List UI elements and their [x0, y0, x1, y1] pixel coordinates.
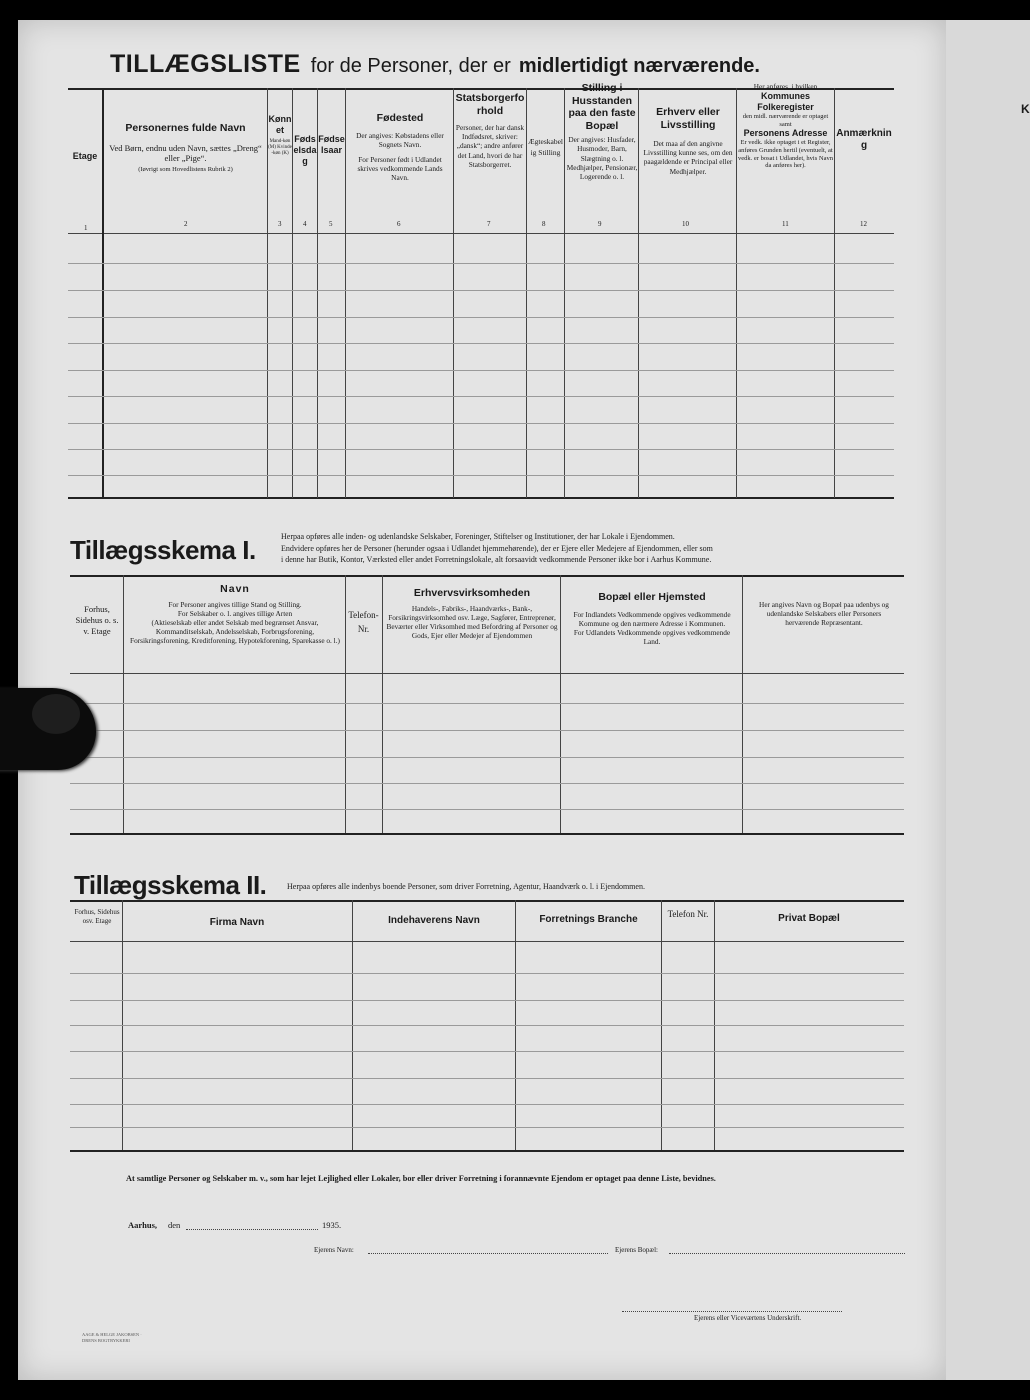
col-household	[566, 82, 638, 181]
col-number: 11	[782, 220, 789, 228]
skema1-col-residence	[566, 591, 738, 646]
col-register-pre: Her anføres, i hvilken	[753, 82, 818, 91]
skema1-col-representative: Her angives Navn og Bopæl paa udenbys og udenlandske Selskabers eller Personers herværende Repræsentant.	[759, 600, 889, 628]
main-row-rule	[68, 475, 894, 476]
skema1-row-rule	[70, 757, 904, 758]
skema1-col-floor: Forhus, Sidehus o. s. v. Etage	[75, 604, 119, 637]
skema1-col-name	[128, 583, 342, 645]
skema2-row-rule	[70, 1104, 904, 1105]
attestation: At samtlige Personer og Selskaber m. v., som har lejet Lejlighed eller Lokaler, bor eller driver Forretning i forannævnte Ejendom er optaget paa denne Liste, bevidnes.	[126, 1174, 716, 1183]
date-line[interactable]	[186, 1229, 318, 1230]
col-sex	[268, 114, 292, 157]
owner-address-label: Ejerens Bopæl:	[615, 1246, 658, 1254]
skema1-intro-line: Herpaa opføres alle inden- og udenlandske Selskaber, Foreninger, Stiftelser og Institutioner, der har Lokale i Ejendommen.	[281, 532, 675, 541]
col-number: 9	[598, 220, 602, 228]
skema1-col-business	[386, 587, 558, 640]
main-col-line	[453, 88, 454, 498]
skema1-row-rule	[70, 703, 904, 704]
col-remarks-head: Anmærkning	[836, 128, 892, 151]
main-row-rule	[68, 343, 894, 344]
col-register	[737, 82, 834, 170]
col-citizenship-head: Statsborgerforhold	[455, 92, 525, 117]
col-number: 12	[860, 220, 867, 228]
skema1-col-business-sub: Handels-, Fabriks-, Haandværks-, Bank-, Forsikringsvirksomhed osv. Læge, Sagfører, Entreprenør, Beværter eller Virksomhed med Befordring af Personer og Gods, Ejer eller Medejer af Ejendommen	[386, 603, 558, 640]
title-bold2: midlertidigt nærværende.	[518, 55, 760, 77]
form-sheet	[18, 20, 946, 1380]
col-number: 7	[487, 220, 491, 228]
skema2-col-branch: Forretnings Branche	[539, 914, 638, 925]
main-col-line	[564, 88, 565, 498]
date-label: den	[168, 1220, 181, 1230]
col-number: 10	[682, 220, 689, 228]
skema1-table-top	[70, 575, 904, 577]
skema2-row-rule	[70, 1127, 904, 1128]
owner-name-line[interactable]	[368, 1253, 608, 1254]
owner-address-line[interactable]	[669, 1253, 905, 1254]
main-row-rule	[68, 370, 894, 371]
main-row-rule	[68, 290, 894, 291]
skema2-col-floor: Forhus, Sidehus osv. Etage	[74, 908, 120, 925]
skema1-col-residence-sub: For Indlandets Vedkommende opgives vedkommende Kommune og den nærmere Adresse i Kommunen.	[573, 609, 731, 628]
main-row-rule	[68, 263, 894, 264]
skema2-col-owner: Indehaverens Navn	[388, 915, 480, 926]
adjacent-page-mark: K	[1021, 102, 1030, 116]
col-name	[108, 122, 263, 173]
skema1-table-bottom	[70, 833, 904, 835]
skema1-col-line	[742, 575, 743, 833]
main-title	[110, 50, 930, 79]
skema1-col-phone: Telefon-Nr.	[348, 610, 379, 635]
main-table-bottom	[68, 497, 894, 499]
skema2-col-phone: Telefon Nr.	[667, 909, 709, 919]
signature-line[interactable]	[622, 1311, 842, 1312]
title-bold: TILLÆGSLISTE	[110, 50, 301, 78]
skema1-row-rule	[70, 783, 904, 784]
col-household-head: Stilling i Husstanden paa den faste Bopæl	[568, 82, 636, 132]
col-register-sub: Er vedk. ikke optaget i et Register, anføres Grunden hertil (eventuelt, at vedk. er bosat i Udlandet, hvis Navn da anføres her).	[738, 139, 833, 170]
col-register-head2: Personens Adresse	[743, 128, 828, 139]
main-col-line	[102, 88, 104, 498]
skema2-col-firm: Firma Navn	[209, 917, 265, 928]
col-birthday-head: Fødselsdag	[293, 134, 317, 166]
col-birthplace-sub: Der angives: Købstadens eller Sognets Navn.	[356, 130, 444, 149]
skema1-col-name-sub: (Aktieselskab eller andet Selskab med begrænset Ansvar, Kommanditselskab, Andelsselskab, Forbrugsforening, Forsikringsforening, Kreditforening, Hypotekforening, Sparekasse o. l.)	[130, 617, 340, 646]
skema2-row-rule	[70, 1051, 904, 1052]
skema1-col-residence-head: Bopæl eller Hjemsted	[598, 591, 706, 603]
main-row-rule	[68, 449, 894, 450]
main-row-rule	[68, 396, 894, 397]
col-register-head: Kommunes Folkeregister	[757, 91, 814, 112]
col-birthplace-sub2: For Personer født i Udlandet skrives vedkommende Lands Navn.	[357, 154, 443, 183]
col-number: 5	[329, 220, 333, 228]
main-table-header-bottom	[68, 233, 894, 234]
col-number: 4	[303, 220, 307, 228]
skema2-row-rule	[70, 1025, 904, 1026]
col-number: 8	[542, 220, 546, 228]
col-etage-head: Etage	[72, 151, 98, 161]
skema1-col-line	[345, 575, 346, 833]
place: Aarhus,	[128, 1220, 158, 1230]
col-household-sub: Der angives: Husfader, Husmoder, Barn, Slægtning o. l. Medhjælper, Pensionær, Logerende o. l.	[566, 135, 638, 181]
skema2-table-top	[70, 900, 904, 902]
col-citizenship-sub: Personer, der har dansk Indfødsret, skriver: „dansk“; andre anfører det Land, hvori de har Statsborgerret.	[455, 123, 525, 169]
skema1-intro-line: Endvidere opføres her de Personer (herunder ogsaa i Udlandet hjemmehørende), der er Ejere eller Medejere af Ejendommen, eller som	[281, 543, 713, 553]
skema1-col-line	[560, 575, 561, 833]
col-number: 3	[278, 220, 282, 228]
col-birthplace	[348, 112, 452, 182]
skema1-col-name-sub: For Selskaber o. l. angives tillige Arten	[177, 608, 293, 618]
main-row-rule	[68, 317, 894, 318]
skema1-title: Tillægsskema I.	[70, 535, 256, 565]
skema2-title: Tillægsskema II.	[74, 870, 267, 900]
col-citizenship	[455, 92, 525, 169]
col-sex-head: Kønnet	[268, 114, 292, 135]
col-number: 1	[84, 224, 88, 232]
col-name-sub: Ved Børn, endnu uden Navn, sættes „Dreng“ eller „Pige“.	[109, 142, 262, 164]
printer-imprint: AAGE & HELGE JAKOBSEN · DRENS BOGTRYKKERI	[82, 1332, 142, 1343]
owner-name-label: Ejerens Navn:	[314, 1246, 354, 1254]
skema1-intro-line: i denne har Butik, Kontor, Værksted eller andet Forretningslokale, alt forsaavidt vedkommende Personer ikke bor i Aarhus Kommune.	[281, 555, 712, 565]
skema1-row-rule	[70, 809, 904, 810]
year: 1935.	[322, 1220, 342, 1230]
skema2-row-rule	[70, 1078, 904, 1079]
skema2-col-home: Privat Bopæl	[778, 913, 840, 924]
col-register-mid: den midl. nærværende er optaget samt	[742, 112, 829, 128]
title-rest: for de Personer, der er	[310, 55, 511, 77]
col-marital-head: Ægteskabelig Stilling	[528, 137, 563, 158]
main-row-rule	[68, 423, 894, 424]
skema2-row-rule	[70, 973, 904, 974]
skema2-table-bottom	[70, 1150, 904, 1152]
skema1-intro	[281, 531, 905, 566]
main-col-line	[345, 88, 346, 498]
skema1-col-residence-sub: For Udlandets Vedkommende opgives vedkommende Land.	[573, 627, 731, 646]
signature-label: Ejerens eller Viceværtens Underskrift.	[694, 1314, 802, 1322]
col-number: 2	[184, 220, 188, 228]
col-birthplace-head: Fødested	[376, 112, 424, 124]
col-occupation-head: Erhverv eller Livsstilling	[656, 106, 720, 131]
col-name-head: Personernes fulde Navn	[125, 122, 246, 134]
col-name-sub2: (Iøvrigt som Hovedlistens Rubrik 2)	[138, 165, 233, 173]
col-number: 6	[397, 220, 401, 228]
skema1-col-business-head: Erhvervsvirksomheden	[413, 587, 531, 599]
skema2-intro: Herpaa opføres alle indenbys boende Personer, som driver Forretning, Agentur, Haandværk o. l. i Ejendommen.	[287, 882, 645, 891]
skema2-header-bottom	[70, 941, 904, 942]
col-birthyear-head: Fødselsaar	[318, 134, 345, 155]
skema1-col-name-head: Navn	[220, 583, 250, 595]
skema1-col-line	[123, 575, 124, 833]
skema1-col-line	[382, 575, 383, 833]
skema1-col-name-sub: For Personer angives tillige Stand og Stilling.	[168, 599, 302, 609]
col-occupation	[640, 106, 736, 176]
skema1-row-rule	[70, 730, 904, 731]
col-sex-sub: Mand-køn (M) Kvinde-køn (K)	[268, 138, 292, 156]
holding-thumb	[0, 688, 96, 770]
skema2-row-rule	[70, 1000, 904, 1001]
skema1-header-bottom	[70, 673, 904, 674]
main-col-line	[638, 88, 639, 498]
col-occupation-sub: Det maa af den angivne Livsstilling kunne ses, om den paagældende er Principal eller Medhjælper.	[643, 139, 733, 176]
